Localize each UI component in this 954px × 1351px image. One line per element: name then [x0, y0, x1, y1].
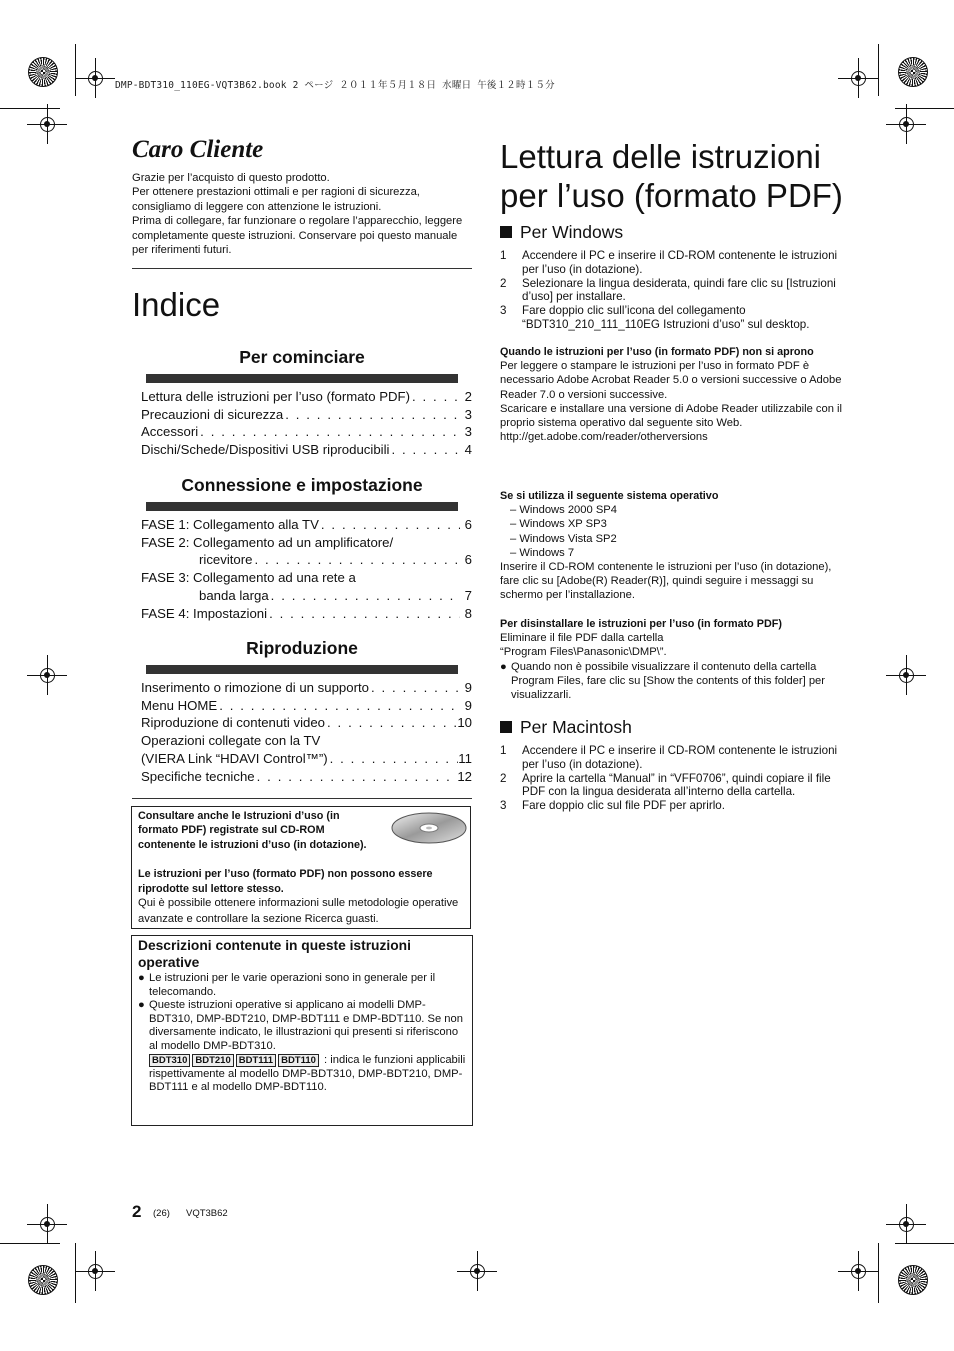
toc-entry[interactable]: Accessori . . . 3 [141, 422, 472, 440]
toc-entry[interactable]: FASE 4: Impostazioni . . . 8 [141, 603, 472, 621]
description-box [131, 935, 473, 1126]
step-item: 2 Aprire la cartella “Manual” in “VFF0706”, quindi copiare il file PDF con la lingua desiderata all’interno della cartella. [500, 771, 831, 799]
bullet-icon: ● [138, 972, 145, 984]
toc-entry[interactable]: Inserimento o rimozione di un supporto . . . 9 [141, 677, 472, 695]
print-header-line: DMP-BDT310_110EG-VQT3B62.book 2 ページ ２０１１年５月１８日 水曜日 午後１２時１５分 [115, 80, 555, 91]
intro-paragraph: Grazie per l’acquisto di questo prodotto. Per ottenere prestazioni ottimali e per ragioni di sicurezza, consigliamo di leggere con attenzione le istruzioni. Prima di collegare, far funzionare o regolare l’apparecchio, leggere completamente queste istruzioni. Conservare poi questo manuale per riferimenti futuri. [132, 172, 463, 257]
toc-entry[interactable]: FASE 2: Collegamento ad un amplificatore/ ricevitore . . . 6 [141, 532, 472, 568]
toc-entry[interactable]: Specifiche tecniche . . . 12 [141, 766, 472, 784]
no-open-section: Quando le istruzioni per l’uso (in formato PDF) non si aprono Per leggere o stampare le istruzioni per l’uso in formato PDF è necessario Adobe Acrobat Reader 5.0 o versioni successive o Adobe Reader 7.0 o versioni successive. Scaricare e installare una versione di Adobe Reader utilizzabile con il proprio sistema operativo dal seguente sito Web. http://get.adobe.com/reader/otherversions [500, 346, 843, 444]
page-number: 2 [132, 1202, 142, 1221]
pdf-notice-text: Qui è possibile ottenere informazioni sulle metodologie operative avanzate e controllare la sezione Ricerca guasti. [138, 897, 459, 925]
square-bullet-icon [500, 226, 512, 238]
model-tag: BDT310 [149, 1054, 190, 1067]
model-tags: BDT310 BDT210 BDT111 BDT110 : indica le funzioni applicabili rispettivamente al modello DMP-BDT310, DMP-BDT210, DMP-BDT111 e al modello DMP-BDT110. [149, 1053, 466, 1094]
section-bar [146, 374, 458, 383]
model-tag: BDT110 [278, 1054, 319, 1067]
step-item: 1 Accendere il PC e inserire il CD-ROM contenente le istruzioni per l’uso (in dotazione). [500, 744, 838, 771]
os-section: Se si utilizza il seguente sistema operativo – Windows 2000 SP4 – Windows XP SP3 – Windows Vista SP2 – Windows 7 Inserire il CD-ROM contenente le istruzioni per l’uso (in dotazione), fare clic su [Adobe(R) Reader(R)], quindi seguire i messaggi su schermo per l’installazione. [500, 490, 832, 602]
toc-entry[interactable]: Riproduzione di contenuti video . . . 10 [141, 713, 472, 731]
doc-code: VQT3B62 [186, 1208, 228, 1219]
section-bar [146, 502, 458, 511]
windows-heading: Per Windows [500, 222, 623, 243]
pdf-notice-box [131, 806, 471, 929]
toc-list [141, 677, 472, 784]
toc-entry[interactable]: FASE 1: Collegamento alla TV . . . 6 [141, 514, 472, 532]
toc-entry[interactable]: Lettura delle istruzioni per l’uso (formato PDF) . . . 2 [141, 386, 472, 404]
step-item: 3 Fare doppio clic sull’icona del collegamento “BDT310_210_111_110EG Istruzioni d’uso” sul desktop. [500, 304, 810, 331]
toc-entry[interactable]: Dischi/Schede/Dispositivi USB riproducibili . . . 4 [141, 439, 472, 457]
registration-star-icon [898, 57, 928, 87]
step-item: 2 Selezionare la lingua desiderata, quindi fare clic su [Istruzioni d’uso] per installare. [500, 276, 836, 304]
step-item: 1 Accendere il PC e inserire il CD-ROM contenente le istruzioni per l’uso (in dotazione). [500, 249, 838, 276]
uninstall-section: Per disinstallare le istruzioni per l’uso (in formato PDF) Eliminare il file PDF dalla cartella “Program Files\Panasonic\DMP\”. ● Quando non è possibile visualizzare il contenuto della cartella Program Files, fare clic su [Show the contents of this folder] per visualizzarli. [500, 618, 826, 702]
divider [132, 268, 472, 269]
mac-heading: Per Macintosh [500, 717, 632, 738]
toc-list [141, 386, 472, 457]
toc-entry[interactable]: Operazioni collegate con la TV (VIERA Link “HDAVI Control™”) . . . 11 [141, 730, 472, 766]
registration-star-icon [28, 1265, 58, 1295]
bullet-icon: ● [138, 999, 145, 1011]
toc-section-heading: Riproduzione [246, 638, 358, 658]
divider [132, 798, 472, 799]
index-title: Indice [132, 286, 221, 323]
windows-steps [500, 249, 845, 332]
description-bullet: ● Le istruzioni per le varie operazioni sono in generale per il telecomando. [138, 972, 436, 998]
model-tag: BDT111 [236, 1054, 276, 1067]
step-item: 3 Fare doppio clic sul file PDF per aprirlo. [500, 799, 725, 813]
page-title: Lettura delle istruzioni per l’uso (formato PDF) [500, 138, 843, 214]
toc-list [141, 514, 472, 621]
mac-steps [500, 744, 845, 813]
registration-star-icon [28, 57, 58, 87]
pdf-notice-bold: Consultare anche le Istruzioni d’uso (in formato PDF) registrate sul CD-ROM contenente le istruzioni d’uso (in dotazione). [138, 810, 367, 851]
pdf-notice-bold-2: Le istruzioni per l’uso (formato PDF) non possono essere riprodotte sul lettore stesso. [138, 868, 433, 895]
toc-section-heading: Per cominciare [239, 347, 365, 367]
section-bar [146, 665, 458, 674]
description-box-title: Descrizioni contenute in queste istruzioni operative [138, 938, 411, 970]
bullet-icon: ● [500, 660, 507, 673]
model-tag: BDT210 [192, 1054, 233, 1067]
description-bullet: ● Queste istruzioni operative si applicano ai modelli DMP-BDT310, DMP-BDT210, DMP-BDT111 e DMP-BDT110. Se non diversamente indicato, le illustrazioni qui presenti si riferiscono al modello DMP-BDT310. BDT310 BDT210 BDT111 BDT110 : indica le funzioni applicabili rispettivamente al modello DMP-BDT310, DMP-BDT210, DMP-BDT111 e al modello DMP-BDT110. [138, 999, 468, 1095]
toc-entry[interactable]: FASE 3: Collegamento ad una rete a banda larga . . . 7 [141, 567, 472, 603]
page-ref: (26) [153, 1208, 170, 1219]
toc-section-heading: Connessione e impostazione [181, 475, 423, 495]
cd-rom-icon [390, 811, 468, 845]
toc-entry[interactable]: Menu HOME . . . 9 [141, 695, 472, 713]
greeting-heading: Caro Cliente [132, 136, 264, 163]
square-bullet-icon [500, 721, 512, 733]
toc-entry[interactable]: Precauzioni di sicurezza . . . 3 [141, 404, 472, 422]
registration-star-icon [898, 1265, 928, 1295]
